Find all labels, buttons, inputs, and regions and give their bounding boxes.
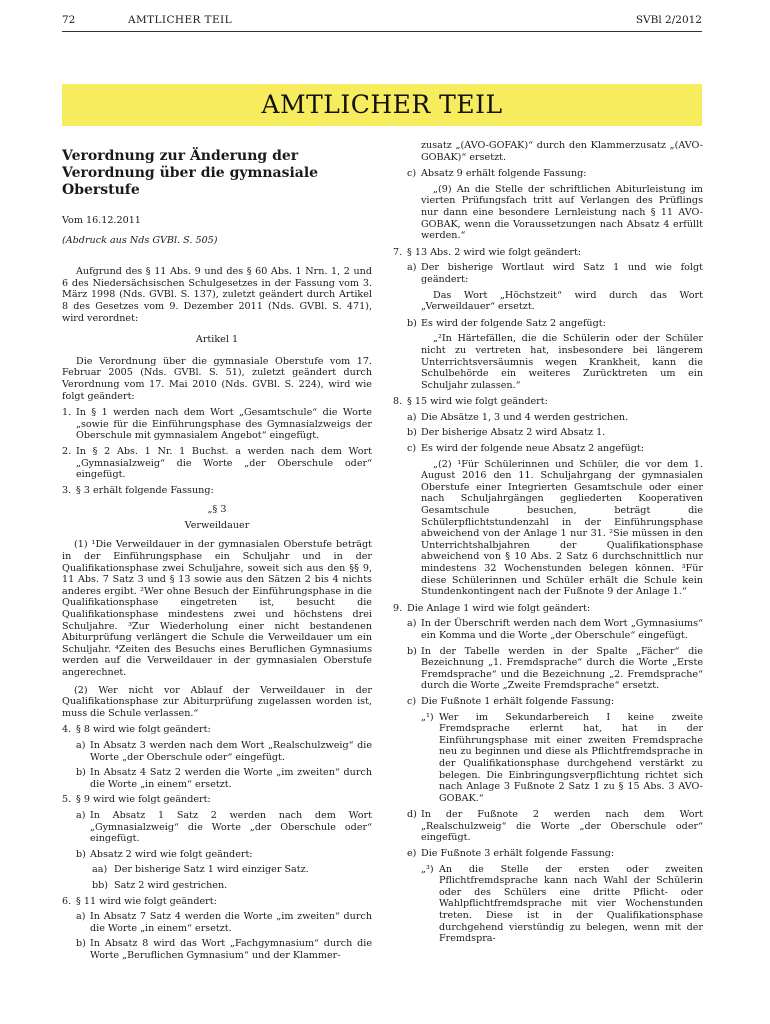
list-item: 4. § 8 wird wie folgt geändert:: [62, 724, 211, 736]
list-item: 1. In § 1 werden nach dem Wort „Gesamtschule“ die Worte „sowie für die Einführungsphase des Gymnasialzweigs der Oberschule mit gymnasialem Angebot“ eingefügt.: [62, 407, 372, 442]
article-heading: Artikel 1: [195, 334, 239, 346]
sub-item: b) Es wird der folgende Satz 2 angefügt:: [407, 317, 606, 329]
sub-item: b) In Absatz 4 Satz 2 werden die Worte „im zweiten“ durch die Worte „in einem“ ersetzt.: [76, 767, 372, 790]
sub-item: b) In Absatz 8 wird das Wort „Fachgymnasium“ durch die Worte „Beruflichen Gymnasium“ und der Klammer-: [76, 938, 372, 961]
sub-item: a) Der bisherige Wortlaut wird Satz 1 und wie folgt geändert:: [407, 262, 703, 285]
paragraph-heading: Verweildauer: [184, 519, 250, 531]
list-item: 5. § 9 wird wie folgt geändert:: [62, 794, 211, 806]
quoted-paragraph: „(9) An die Stelle der schriftlichen Abiturleistung im vierten Prüfungsfach tritt auf Verlangen des Prüflings nur dann eine besondere Lernleistung nach § 11 AVO-GOBAK, wenn die Voraussetzungen nach Absatz 4 erfüllt werden.“: [421, 183, 703, 242]
quoted-paragraph: „(2) ¹Für Schülerinnen und Schüler, die vor dem 1. August 2016 den 11. Schuljahrgang der gymnasialen Oberstufe einer Integrierten Gesamtschule oder einer nach Schuljahrgängen gegliederten Kooperativen Gesamtschule besuchen, beträgt die Schülerpflichtstundenzahl in der Einführungsphase abweichend von der Anlage 1 nur 31. ²Sie müssen in den Unterrichtshalbjahren der Qualifikationsphase abweichend von § 10 Abs. 2 Satz 6 durchschnittlich nur mindestens 32 Wochenstunden belegen können. ³Für diese Schülerinnen und Schüler erhält die Schule kein Stundenkontingent nach der Fußnote 9 der Anlage 1.“: [421, 458, 703, 598]
paragraph-number: „§ 3: [207, 504, 227, 516]
quoted-paragraph: (2) Wer nicht vor Ablauf der Verweildauer in der Qualifikationsphase zur Abiturprüfung zugelassen worden ist, muss die Schule verlassen.“: [62, 684, 372, 719]
quoted-paragraph: Das Wort „Höchstzeit“ wird durch das Wort „Verweildauer“ ersetzt.: [421, 289, 703, 313]
article-intro: Die Verordnung über die gymnasiale Oberstufe vom 17. Februar 2005 (Nds. GVBl. S. 51), zuletzt geändert durch Verordnung vom 17. Mai 2010 (Nds. GVBl. S. 224), wird wie folgt geändert:: [62, 355, 372, 402]
list-item: 7. § 13 Abs. 2 wird wie folgt geändert:: [393, 246, 582, 258]
list-item: 6. § 11 wird wie folgt geändert:: [62, 895, 217, 907]
sub-item: c) Es wird der folgende neue Absatz 2 angefügt:: [407, 443, 645, 455]
document-date: Vom 16.12.2011: [62, 215, 141, 226]
sub-item: a) Die Absätze 1, 3 und 4 werden gestrichen.: [407, 411, 629, 423]
running-header: [62, 10, 702, 30]
issue-label: SVBl 2/2012: [635, 14, 702, 26]
sub-item: b) In der Tabelle werden in der Spalte „Fächer“ die Bezeichnung „1. Fremdsprache“ durch die Worte „Erste Fremdsprache“ und die Bezeichnung „2. Fremdsprache“ durch die Worte „Zweite Fremdsprache“ ersetzt.: [407, 645, 703, 692]
sub-item: a) In Absatz 3 werden nach dem Wort „Realschulzweig“ die Worte „der Oberschule oder“ eingefügt.: [76, 739, 372, 763]
sub-item: e) Die Fußnote 3 erhält folgende Fassung:: [407, 848, 615, 860]
section-banner: AMTLICHER TEIL: [62, 84, 702, 126]
preamble: Aufgrund des § 11 Abs. 9 und des § 60 Abs. 1 Nrn. 1, 2 und 6 des Niedersächsischen Schulgesetzes in der Fassung vom 3. März 1998 (Nds. GVBl. S. 137), zuletzt geändert durch Artikel 8 des Gesetzes vom 9. Dezember 2011 (Nds. GVBl. S. 471), wird verordnet:: [62, 266, 372, 324]
sub-sub-item: aa) Der bisherige Satz 1 wird einziger Satz.: [92, 864, 309, 876]
quoted-paragraph: „²In Härtefällen, die die Schülerin oder der Schüler nicht zu vertreten hat, insbesondere bei längerem Unterrichtsversäumnis wegen Krankheit, kann die Schulbehörde ein weiteres Zurücktreten um ein Schuljahr zulassen.“: [421, 333, 703, 391]
sub-item: a) In der Überschrift werden nach dem Wort „Gymnasiums“ ein Komma und die Worte „der Oberschule“ eingefügt.: [407, 618, 703, 641]
continued-text: zusatz „(AVO-GOFAK)“ durch den Klammerzusatz „(AVO-GOBAK)“ ersetzt.: [421, 140, 703, 163]
print-reference: (Abdruck aus Nds GVBl. S. 505): [62, 234, 218, 246]
quoted-paragraph: (1) ¹Die Verweildauer in der gymnasialen Oberstufe beträgt in der Einführungsphase ein Schuljahr und in der Qualifikationsphase zwei Schuljahre, soweit sich aus den §§ 9, 11 Abs. 7 Satz 3 und § 13 sowie aus den Sätzen 2 bis 4 nichts anderes ergibt. ²Wer ohne Besuch der Einführungsphase in die Qualifikationsphase eingetreten ist, besucht die Qualifikationsphase mindestens zwei und höchstens drei Schuljahre. ³Zur Wiederholung einer nicht bestandenen Abiturprüfung verlängert die Schule die Verweildauer um ein Schuljahr. ⁴Zeiten des Besuchs eines Beruflichen Gymnasiums werden auf die Verweildauer in der gymnasialen Oberstufe angerechnet.: [62, 539, 372, 678]
sub-sub-item: bb) Satz 2 wird gestrichen.: [92, 879, 228, 891]
list-item: 3. § 3 erhält folgende Fassung:: [62, 484, 214, 496]
sub-item: c) Absatz 9 erhält folgende Fassung:: [407, 168, 587, 180]
footnote-quote: „¹) Wer im Sekundarbereich I keine zweite Fremdsprache erlernt hat, hat in der Einführungsphase mit einer zweiten Fremdsprache neu zu beginnen und diese als Pflichtfremdsprache in der Qualifikationsphase durchgehend verstärkt zu belegen. Die Einbringungsverpflichtung richtet sich nach Anlage 3 Fußnote 2 Satz 1 zu § 15 Abs. 3 AVO-GOBAK.“: [421, 711, 703, 804]
footnote-quote: „³) An die Stelle der ersten oder zweiten Pflichtfremdsprache kann nach Wahl der Schülerin oder des Schülers eine dritte Pflicht- oder Wahlpflichtfremdsprache mit vier Wochenstunden treten. Diese ist in der Qualifikationsphase durchgehend vierstündig zu belegen, wenn mit der Fremdspra-: [421, 863, 703, 945]
left-column: [62, 140, 372, 965]
document-title: Verordnung zur Änderung der Verordnung über die gymnasiale Oberstufe: [62, 148, 319, 198]
list-item: 2. In § 2 Abs. 1 Nr. 1 Buchst. a werden nach dem Wort „Gymnasialzweig“ die Worte „der Oberschule oder“ eingefügt.: [62, 445, 372, 481]
sub-item: c) Die Fußnote 1 erhält folgende Fassung:: [407, 695, 615, 707]
sub-item: b) Absatz 2 wird wie folgt geändert:: [76, 848, 253, 860]
header-section-title: AMTLICHER TEIL: [128, 14, 232, 26]
sub-item: a) In Absatz 1 Satz 2 werden nach dem Wort „Gymnasialzweig“ die Worte „der Oberschule oder“ eingefügt.: [76, 809, 372, 845]
right-column: [393, 140, 703, 950]
sub-item: a) In Absatz 7 Satz 4 werden die Worte „im zweiten“ durch die Worte „in einem“ ersetzt.: [76, 911, 372, 934]
sub-item: d) In der Fußnote 2 werden nach dem Wort „Realschulzweig“ die Worte „der Oberschule oder“ eingefügt.: [407, 809, 703, 844]
list-item: 9. Die Anlage 1 wird wie folgt geändert:: [393, 602, 591, 614]
sub-item: b) Der bisherige Absatz 2 wird Absatz 1.: [407, 427, 606, 439]
page-number: 72: [62, 14, 76, 26]
list-item: 8. § 15 wird wie folgt geändert:: [393, 396, 548, 408]
header-rule: [62, 31, 702, 32]
